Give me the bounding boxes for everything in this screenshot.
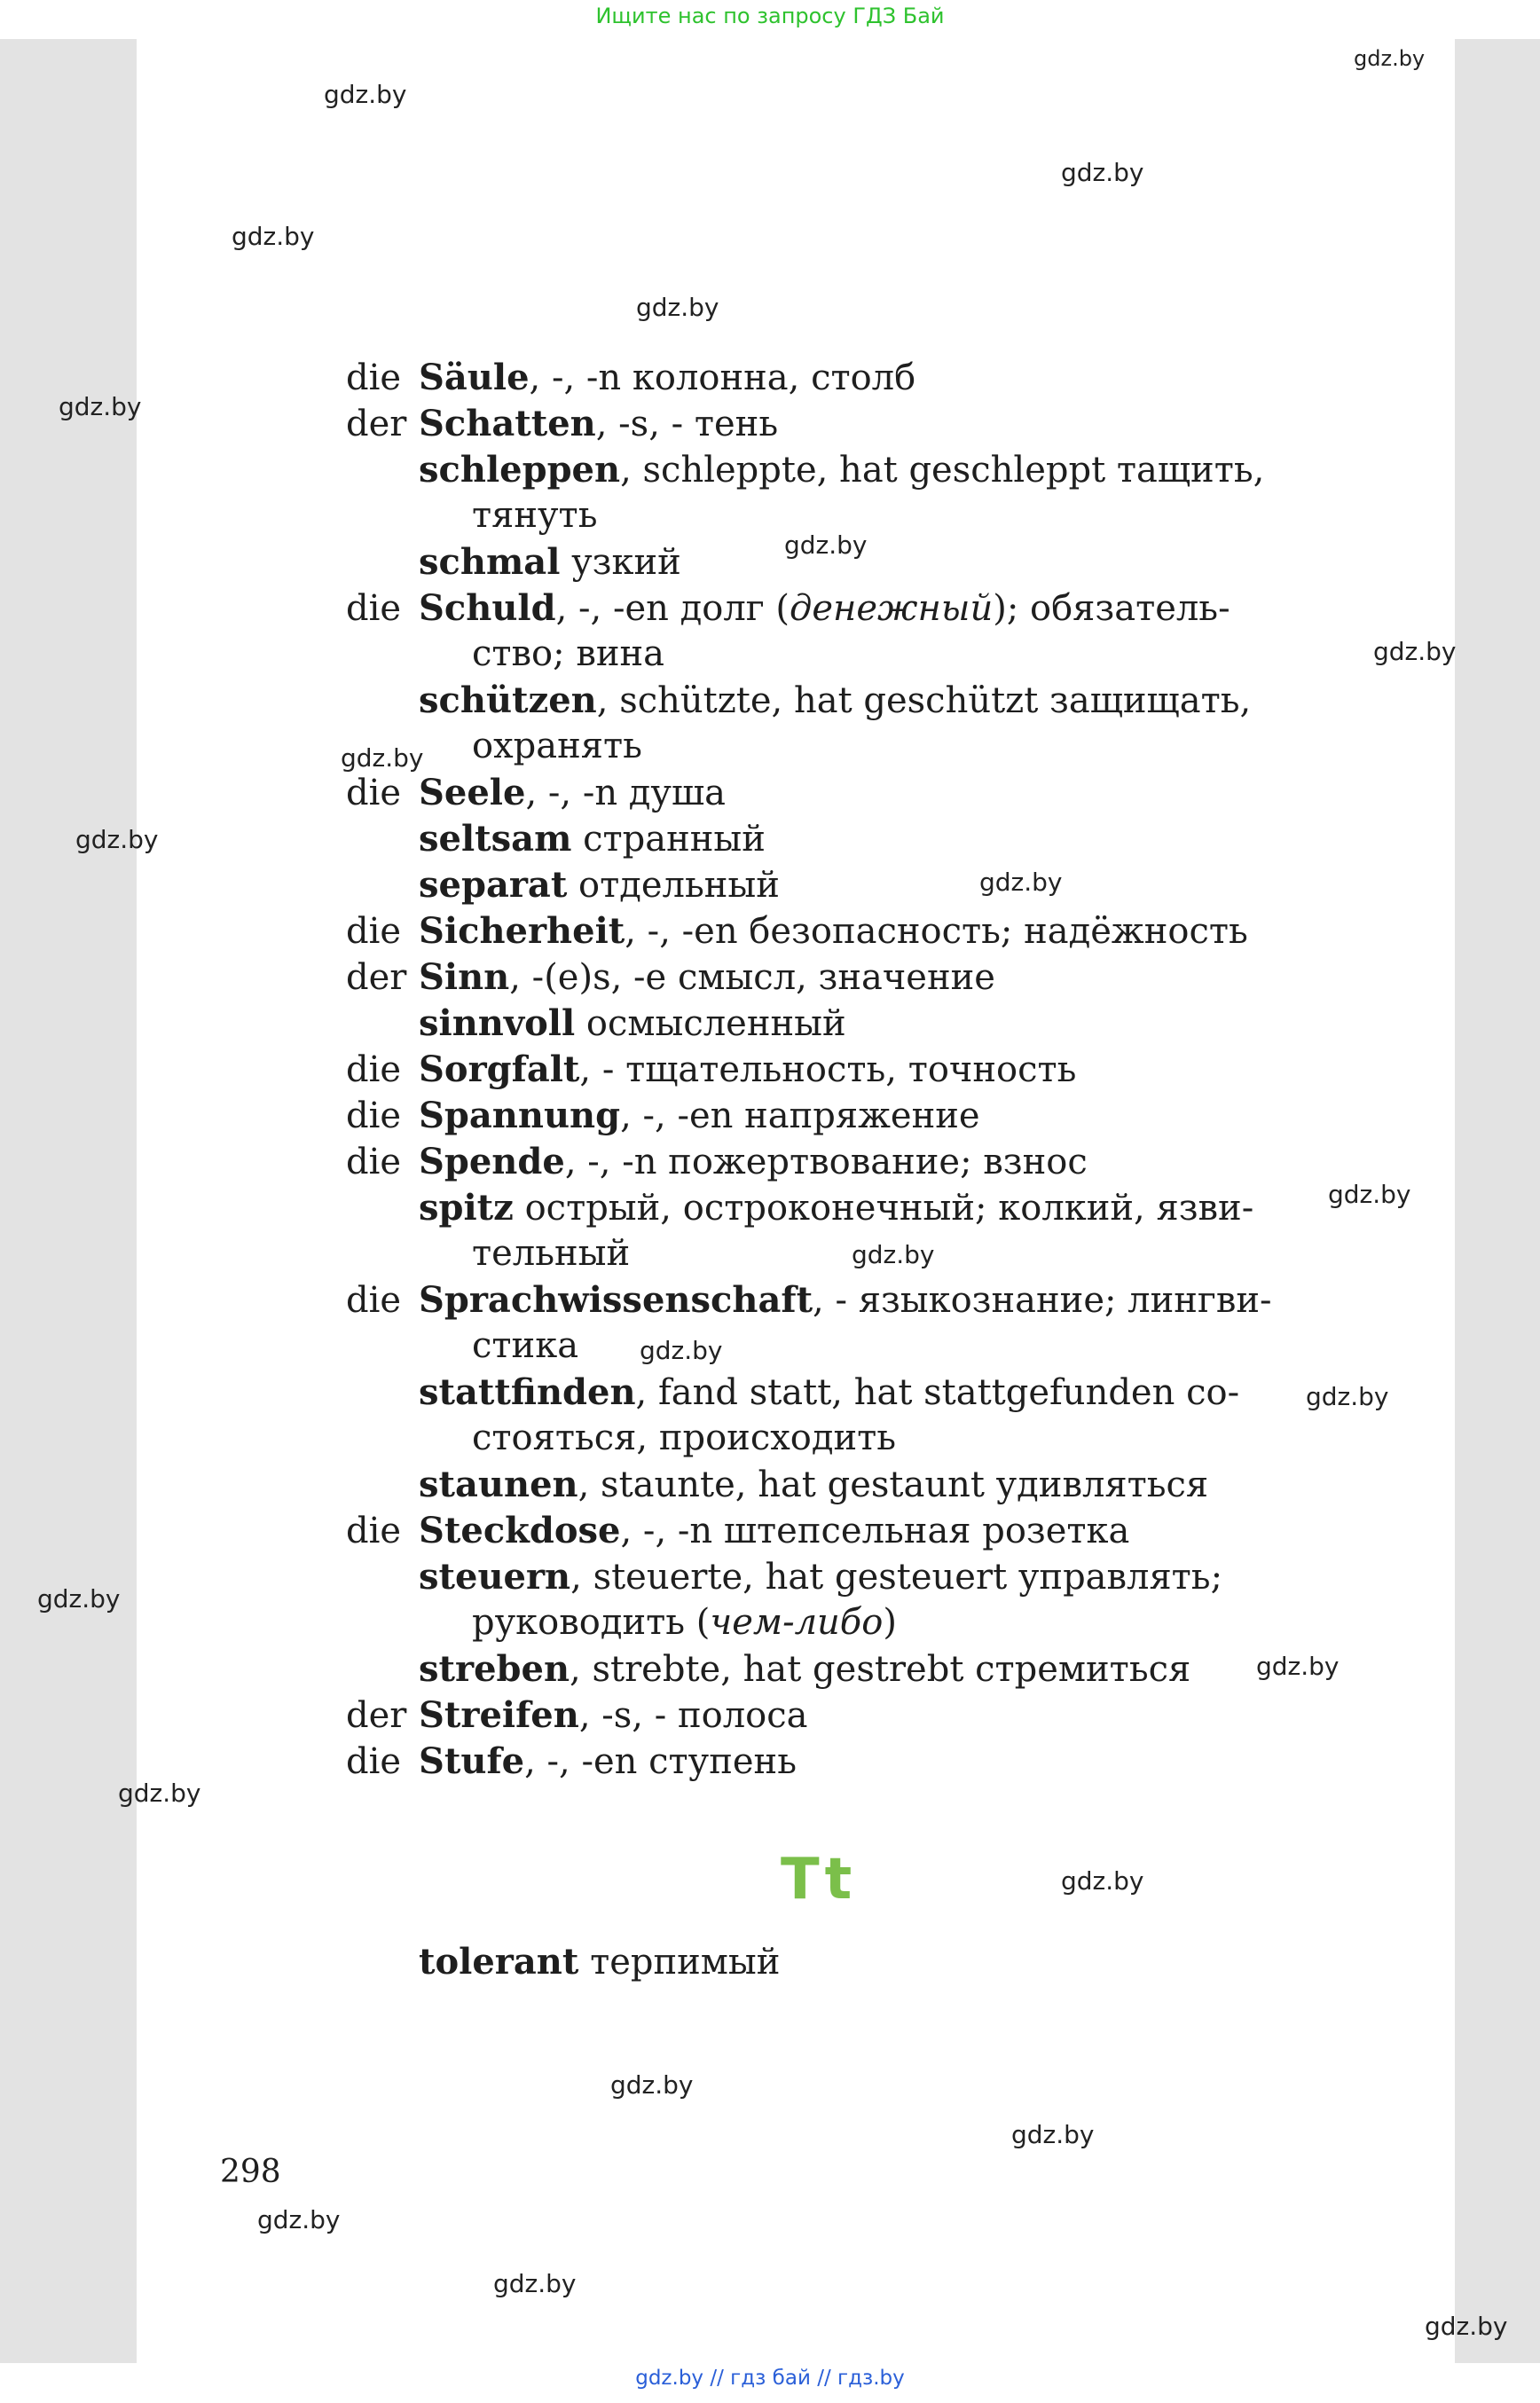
entry-continuation: охранять <box>472 726 642 766</box>
dict-entry <box>419 1556 1222 1598</box>
entry-article: der <box>346 957 407 998</box>
page-number: 298 <box>220 2154 281 2190</box>
entry-translation: осмысленный <box>575 1003 846 1044</box>
entry-article: die <box>346 1511 402 1551</box>
entry-word: schmal <box>419 541 561 583</box>
entry-translation: , -, -en ступень <box>524 1741 797 1782</box>
entry-word: staunen <box>419 1464 578 1505</box>
dict-entry <box>346 910 1248 952</box>
dict-entry <box>419 1002 846 1044</box>
dict-entry <box>419 818 766 860</box>
entry-translation: , strebte, hat gestrebt стремиться <box>570 1649 1191 1690</box>
dict-entry <box>346 357 915 398</box>
entry-word: schützen <box>419 679 597 721</box>
entry-word: Spende <box>419 1141 565 1182</box>
entry-article: die <box>346 1049 402 1090</box>
watermark: gdz.by <box>1306 1382 1389 1411</box>
watermark: gdz.by <box>75 825 159 854</box>
entry-word: separat <box>419 864 568 906</box>
entry-continuation: тянуть <box>472 495 598 536</box>
watermark: gdz.by <box>640 1336 723 1365</box>
watermark: gdz.by <box>324 80 407 109</box>
entry-translation: острый, остроконечный; колкий, язви- <box>513 1188 1254 1229</box>
entry-continuation: тельный <box>472 1233 631 1274</box>
entry-translation: отдельный <box>567 865 780 906</box>
entry-word: Sorgfalt <box>419 1048 580 1090</box>
entry-word: Steckdose <box>419 1510 621 1551</box>
dict-entry <box>346 772 726 813</box>
watermark: gdz.by <box>118 1779 201 1808</box>
dict-entry <box>419 1648 1190 1690</box>
watermark: gdz.by <box>852 1240 935 1269</box>
dict-entry <box>419 1941 780 1983</box>
entry-continuation-text: руководить ( <box>472 1602 711 1643</box>
entry-translation: узкий <box>560 542 681 583</box>
watermark: gdz.by <box>610 2070 694 2100</box>
entry-word: Schuld <box>419 587 556 629</box>
dict-entry <box>346 587 1230 629</box>
watermark: gdz.by <box>1425 2312 1508 2341</box>
watermark: gdz.by <box>1061 158 1144 187</box>
watermark: gdz.by <box>1328 1180 1411 1209</box>
entry-translation: , -s, - тень <box>595 404 779 444</box>
entry-translation: , staunte, hat gestaunt удивляться <box>578 1465 1209 1505</box>
entry-word: Schatten <box>419 403 596 444</box>
entry-article: die <box>346 1095 402 1136</box>
watermark: gdz.by <box>37 1584 121 1614</box>
entry-translation: странный <box>571 819 766 860</box>
entry-translation: , -, -en долг ( <box>555 588 790 629</box>
bottom-banner[interactable]: gdz.by // гдз бай // гдз.by <box>635 2367 905 2390</box>
entry-translation: , -, -n штепсельная розетка <box>620 1511 1130 1551</box>
dict-entry <box>346 1095 980 1136</box>
entry-word: sinnvoll <box>419 1002 576 1044</box>
entry-article: der <box>346 1695 407 1736</box>
entry-translation-cont: ); обязатель- <box>993 588 1230 629</box>
entry-word: steuern <box>419 1556 571 1598</box>
entry-word: tolerant <box>419 1941 579 1983</box>
watermark: gdz.by <box>493 2269 577 2298</box>
entry-translation: , -, -en напряжение <box>620 1095 980 1136</box>
entry-word: seltsam <box>419 818 572 860</box>
entry-word: Sicherheit <box>419 910 625 952</box>
dict-entry <box>346 1279 1272 1321</box>
dict-entry <box>419 1371 1239 1413</box>
watermark: gdz.by <box>1354 46 1426 71</box>
entry-word: spitz <box>419 1187 514 1229</box>
entry-translation: , - языкознание; лингви- <box>813 1280 1272 1321</box>
watermark: gdz.by <box>341 743 424 773</box>
watermark: gdz.by <box>1256 1652 1340 1681</box>
dict-entry <box>346 1048 1076 1090</box>
entry-article: der <box>346 404 407 444</box>
entry-translation: , -, -n колонна, столб <box>529 357 916 398</box>
dict-entry <box>419 541 681 583</box>
right-margin-band <box>1455 39 1540 2363</box>
entry-continuation: стика <box>472 1325 579 1366</box>
watermark: gdz.by <box>979 868 1063 897</box>
entry-translation: , -, -n душа <box>525 773 727 813</box>
dict-entry <box>346 403 778 444</box>
entry-translation: , -s, - полоса <box>578 1695 808 1736</box>
watermark: gdz.by <box>636 293 719 322</box>
entry-word: Spannung <box>419 1095 621 1136</box>
entry-word: Streifen <box>419 1694 579 1736</box>
entry-translation: , - тщательность, точность <box>579 1049 1077 1090</box>
entry-word: Sinn <box>419 956 510 998</box>
entry-translation: , -(e)s, -e смысл, значение <box>509 957 995 998</box>
dict-entry <box>419 1187 1253 1229</box>
entry-word: Sprachwissenschaft <box>419 1279 813 1321</box>
dict-entry <box>346 1510 1129 1551</box>
dict-entry <box>346 1694 807 1736</box>
section-letter-heading: Tt <box>781 1847 858 1912</box>
entry-translation: , -, -n пожертвование; взнос <box>564 1142 1088 1182</box>
watermark: gdz.by <box>59 392 142 421</box>
entry-word: Säule <box>419 357 530 398</box>
entry-continuation-end: ) <box>883 1602 897 1643</box>
entry-article: die <box>346 911 402 952</box>
entry-word: Stufe <box>419 1740 525 1782</box>
entry-word: streben <box>419 1648 570 1690</box>
dict-entry <box>419 449 1264 491</box>
entry-translation: , steuerte, hat gesteuert управлять; <box>570 1557 1223 1598</box>
dict-entry <box>346 1740 797 1782</box>
top-banner[interactable]: Ищите нас по запросу ГДЗ Бай <box>595 4 945 28</box>
watermark: gdz.by <box>784 530 868 560</box>
watermark: gdz.by <box>232 222 315 251</box>
watermark: gdz.by <box>1061 1866 1144 1896</box>
dict-entry <box>346 1141 1088 1182</box>
watermark: gdz.by <box>257 2205 341 2234</box>
entry-word: stattfinden <box>419 1371 636 1413</box>
left-margin-band <box>0 39 137 2363</box>
entry-article: die <box>346 588 402 629</box>
watermark: gdz.by <box>1011 2120 1095 2149</box>
entry-translation: , -, -en безопасность; надёжность <box>625 911 1248 952</box>
entry-translation: терпимый <box>578 1942 781 1983</box>
entry-article: die <box>346 1280 402 1321</box>
dict-entry <box>419 1464 1208 1505</box>
entry-article: die <box>346 357 402 398</box>
entry-translation: , schleppte, hat geschleppt тащить, <box>620 450 1265 491</box>
entry-continuation: стояться, происходить <box>472 1417 897 1458</box>
entry-translation: , fand statt, hat stattgefunden со- <box>635 1372 1240 1413</box>
dict-entry <box>346 956 995 998</box>
entry-article: die <box>346 773 402 813</box>
dict-entry <box>419 864 780 906</box>
entry-article: die <box>346 1741 402 1782</box>
watermark: gdz.by <box>1373 637 1457 666</box>
entry-word: schleppen <box>419 449 621 491</box>
entry-translation: , schützte, hat geschützt защищать, <box>596 680 1252 721</box>
entry-note: чем-либо <box>710 1602 884 1643</box>
entry-article: die <box>346 1142 402 1182</box>
entry-continuation <box>472 1602 897 1643</box>
entry-continuation: ство; вина <box>472 633 665 674</box>
entry-note: денежный <box>790 588 994 629</box>
entry-word: Seele <box>419 772 526 813</box>
dict-entry <box>419 679 1251 721</box>
